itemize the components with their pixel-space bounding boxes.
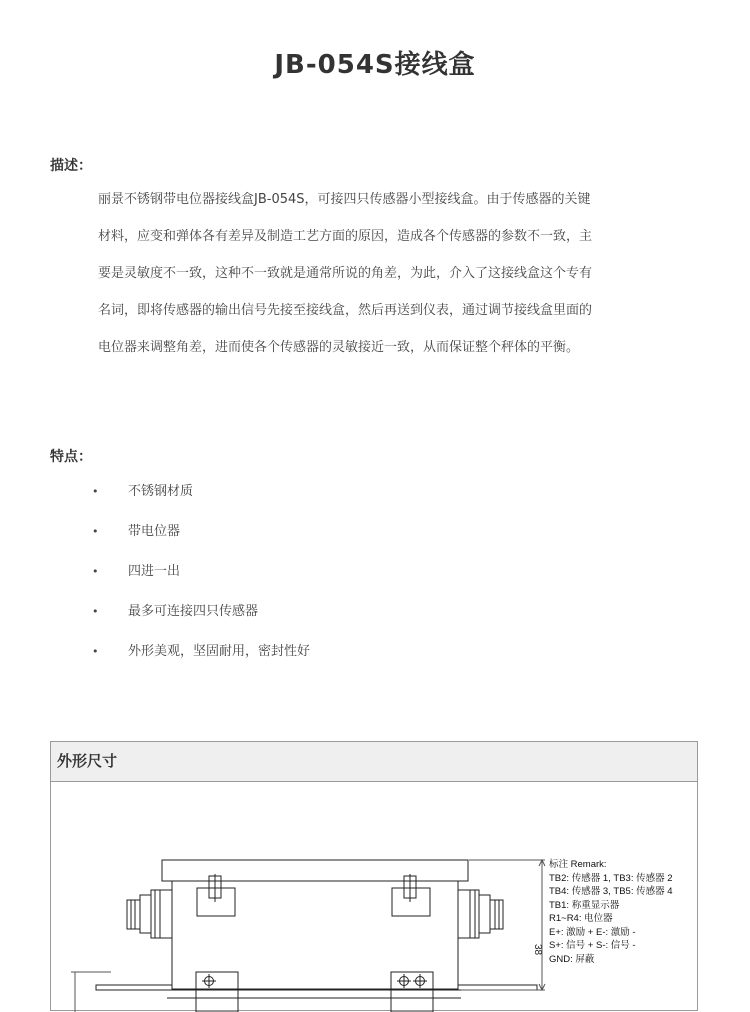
remark-line: 标注 Remark:	[549, 859, 607, 870]
feature-text: 四进一出	[128, 564, 181, 579]
right-cable-gland	[458, 890, 503, 938]
dimension-label: 38	[532, 944, 543, 956]
description-line: 名词，即将传感器的输出信号先接至接线盒，然后再送到仪表，通过调节接线盒里面的	[98, 303, 593, 318]
bullet-icon: •	[92, 485, 99, 498]
remark-block	[549, 858, 673, 966]
feature-item	[90, 602, 490, 642]
description-line: 材料，应变和弹体各有差异及制造工艺方面的原因，造成各个传感器的参数不一致，主	[98, 229, 593, 244]
feature-item	[90, 522, 490, 562]
description-line: 电位器来调整角差，进而使各个传感器的灵敏接近一致，从而保证整个秤体的平衡。	[98, 340, 580, 355]
description-line: 丽景不锈钢带电位器接线盒JB-054S，可接四只传感器小型接线盒。由于传感器的关键	[98, 192, 591, 207]
remark-line: E+: 激励 + E-: 激励 -	[549, 926, 636, 938]
lid-clamp-left	[197, 874, 235, 916]
bullet-icon: •	[92, 565, 99, 578]
feature-text: 带电位器	[128, 524, 181, 539]
box-lid	[162, 860, 468, 881]
left-cable-gland	[127, 890, 172, 938]
remark-line: TB1: 称重显示器	[549, 899, 620, 911]
description-body	[98, 190, 658, 375]
feature-item	[90, 482, 490, 522]
remark-line: S+: 信号 + S-: 信号 -	[549, 940, 636, 951]
remark-line: TB4: 传感器 3, TB5: 传感器 4	[549, 886, 673, 897]
description-heading: 描述：	[50, 158, 92, 174]
features-list	[90, 482, 490, 682]
bullet-icon: •	[92, 605, 99, 618]
bullet-icon: •	[92, 645, 99, 658]
dimensions-header: 外形尺寸	[51, 742, 697, 782]
remark-line: TB2: 传感器 1, TB3: 传感器 2	[549, 872, 673, 884]
remark-line: GND: 屏蔽	[549, 953, 595, 965]
bullet-icon: •	[92, 525, 99, 538]
dimensions-panel	[50, 741, 698, 1011]
features-heading: 特点：	[50, 449, 92, 465]
base-plate	[96, 985, 172, 990]
feature-item	[90, 642, 490, 682]
feature-text: 外形美观，坚固耐用，密封性好	[128, 644, 311, 659]
feature-text: 不锈钢材质	[128, 484, 194, 499]
page-title: JB-054S接线盒	[274, 50, 476, 80]
remark-line: R1~R4: 电位器	[549, 913, 613, 924]
bottom-view	[71, 972, 461, 1012]
feature-text: 最多可连接四只传感器	[128, 604, 259, 619]
description-line: 要是灵敏度不一致，这种不一致就是通常所说的角差，为此，介入了这接线盒这个专有	[98, 266, 593, 281]
lid-clamp-right	[392, 874, 430, 916]
feature-item	[90, 562, 490, 602]
